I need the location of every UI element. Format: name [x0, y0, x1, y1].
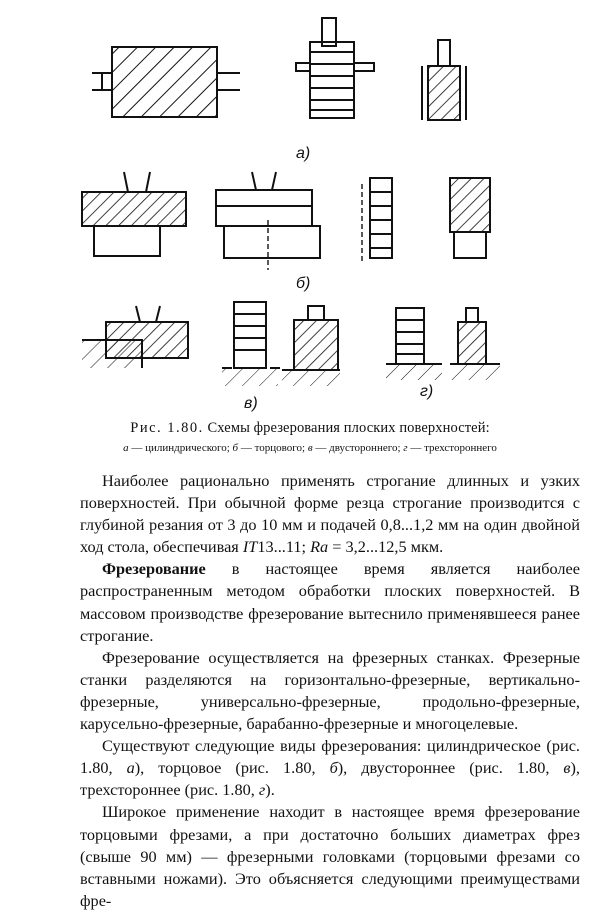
caption-title: Схемы фрезерования плоских поверхностей: — [203, 420, 490, 436]
double-sided-milling-left — [82, 306, 188, 368]
face-cutter-center — [296, 18, 374, 118]
workpiece-right — [422, 40, 466, 120]
three-sided-milling-left — [386, 308, 442, 380]
term-milling: Фрезерование — [102, 559, 206, 579]
double-sided-milling-right — [282, 306, 340, 386]
paragraph-milling-types: Существуют следующие виды фрезерования: цилиндрическое (рис. 1.80, а), торцовое (рис. 1.80, б), двустороннее (рис. 1.80, в), трехстороннее (рис. 1.80, г). — [80, 736, 580, 800]
cylindrical-cutter-left — [92, 47, 240, 117]
paragraph-milling-definition: Фрезерование в настоящее время является наиболее распространенным методом обработки плоских поверхностей. В массовом производстве фрезерование вытеснило применявшееся ранее строгание. — [80, 559, 580, 645]
panel-v-diagram — [82, 302, 340, 386]
paragraph-machines: Фрезерование осуществляется на фрезерных станках. Фрезерные станки разделяются на горизонтально-фрезерные, вертикально-фрезерные, универсально-фрезерные, продольно-фрезерные, карусельно-фрезерные, барабанно-фрезерные и многоцелевые. — [80, 647, 580, 734]
double-sided-milling-center — [222, 302, 280, 386]
face-milling-block-3 — [362, 178, 392, 262]
milling-schemes-figure — [0, 0, 613, 418]
caption-legend: а — цилиндрического; б — торцового; в — двустороннего; г — трехстороннего — [123, 442, 497, 454]
face-milling-block-4 — [450, 178, 490, 258]
panel-g-diagram — [386, 308, 500, 380]
panel-g-label: г) — [420, 383, 434, 400]
face-milling-block-1 — [82, 172, 186, 256]
panel-b-diagram — [82, 172, 490, 270]
paragraph-planing: Наиболее рационально применять строгание длинных и узких поверхностей. При обычной форме резца строгание производится с глубиной резания от 3 до 10 мм и подачей 0,8...1,2 мм на один двойной ход стола, обеспечивая IT13...11; Ra = 3,2...12,5 мкм. — [80, 471, 580, 557]
panel-a-diagram — [92, 18, 466, 120]
panel-v-label: в) — [244, 395, 258, 412]
caption-lead: Рис. 1.80. — [130, 420, 204, 436]
figure-caption — [40, 420, 580, 454]
paragraph-face-mills: Широкое применение находит в настоящее время фрезерование торцовыми фрезами, а при достаточно больших диаметрах фрез (свыше 90 мм) — фрезерными головками (торцовыми фрезами со вставными ножами). Это объясняется следующими преимуществами фре- — [80, 802, 580, 910]
face-milling-block-2 — [216, 172, 320, 270]
panel-a-label: а) — [296, 145, 311, 162]
panel-b-label: б) — [296, 275, 311, 292]
three-sided-milling-right — [450, 308, 500, 380]
body-text — [80, 470, 580, 912]
